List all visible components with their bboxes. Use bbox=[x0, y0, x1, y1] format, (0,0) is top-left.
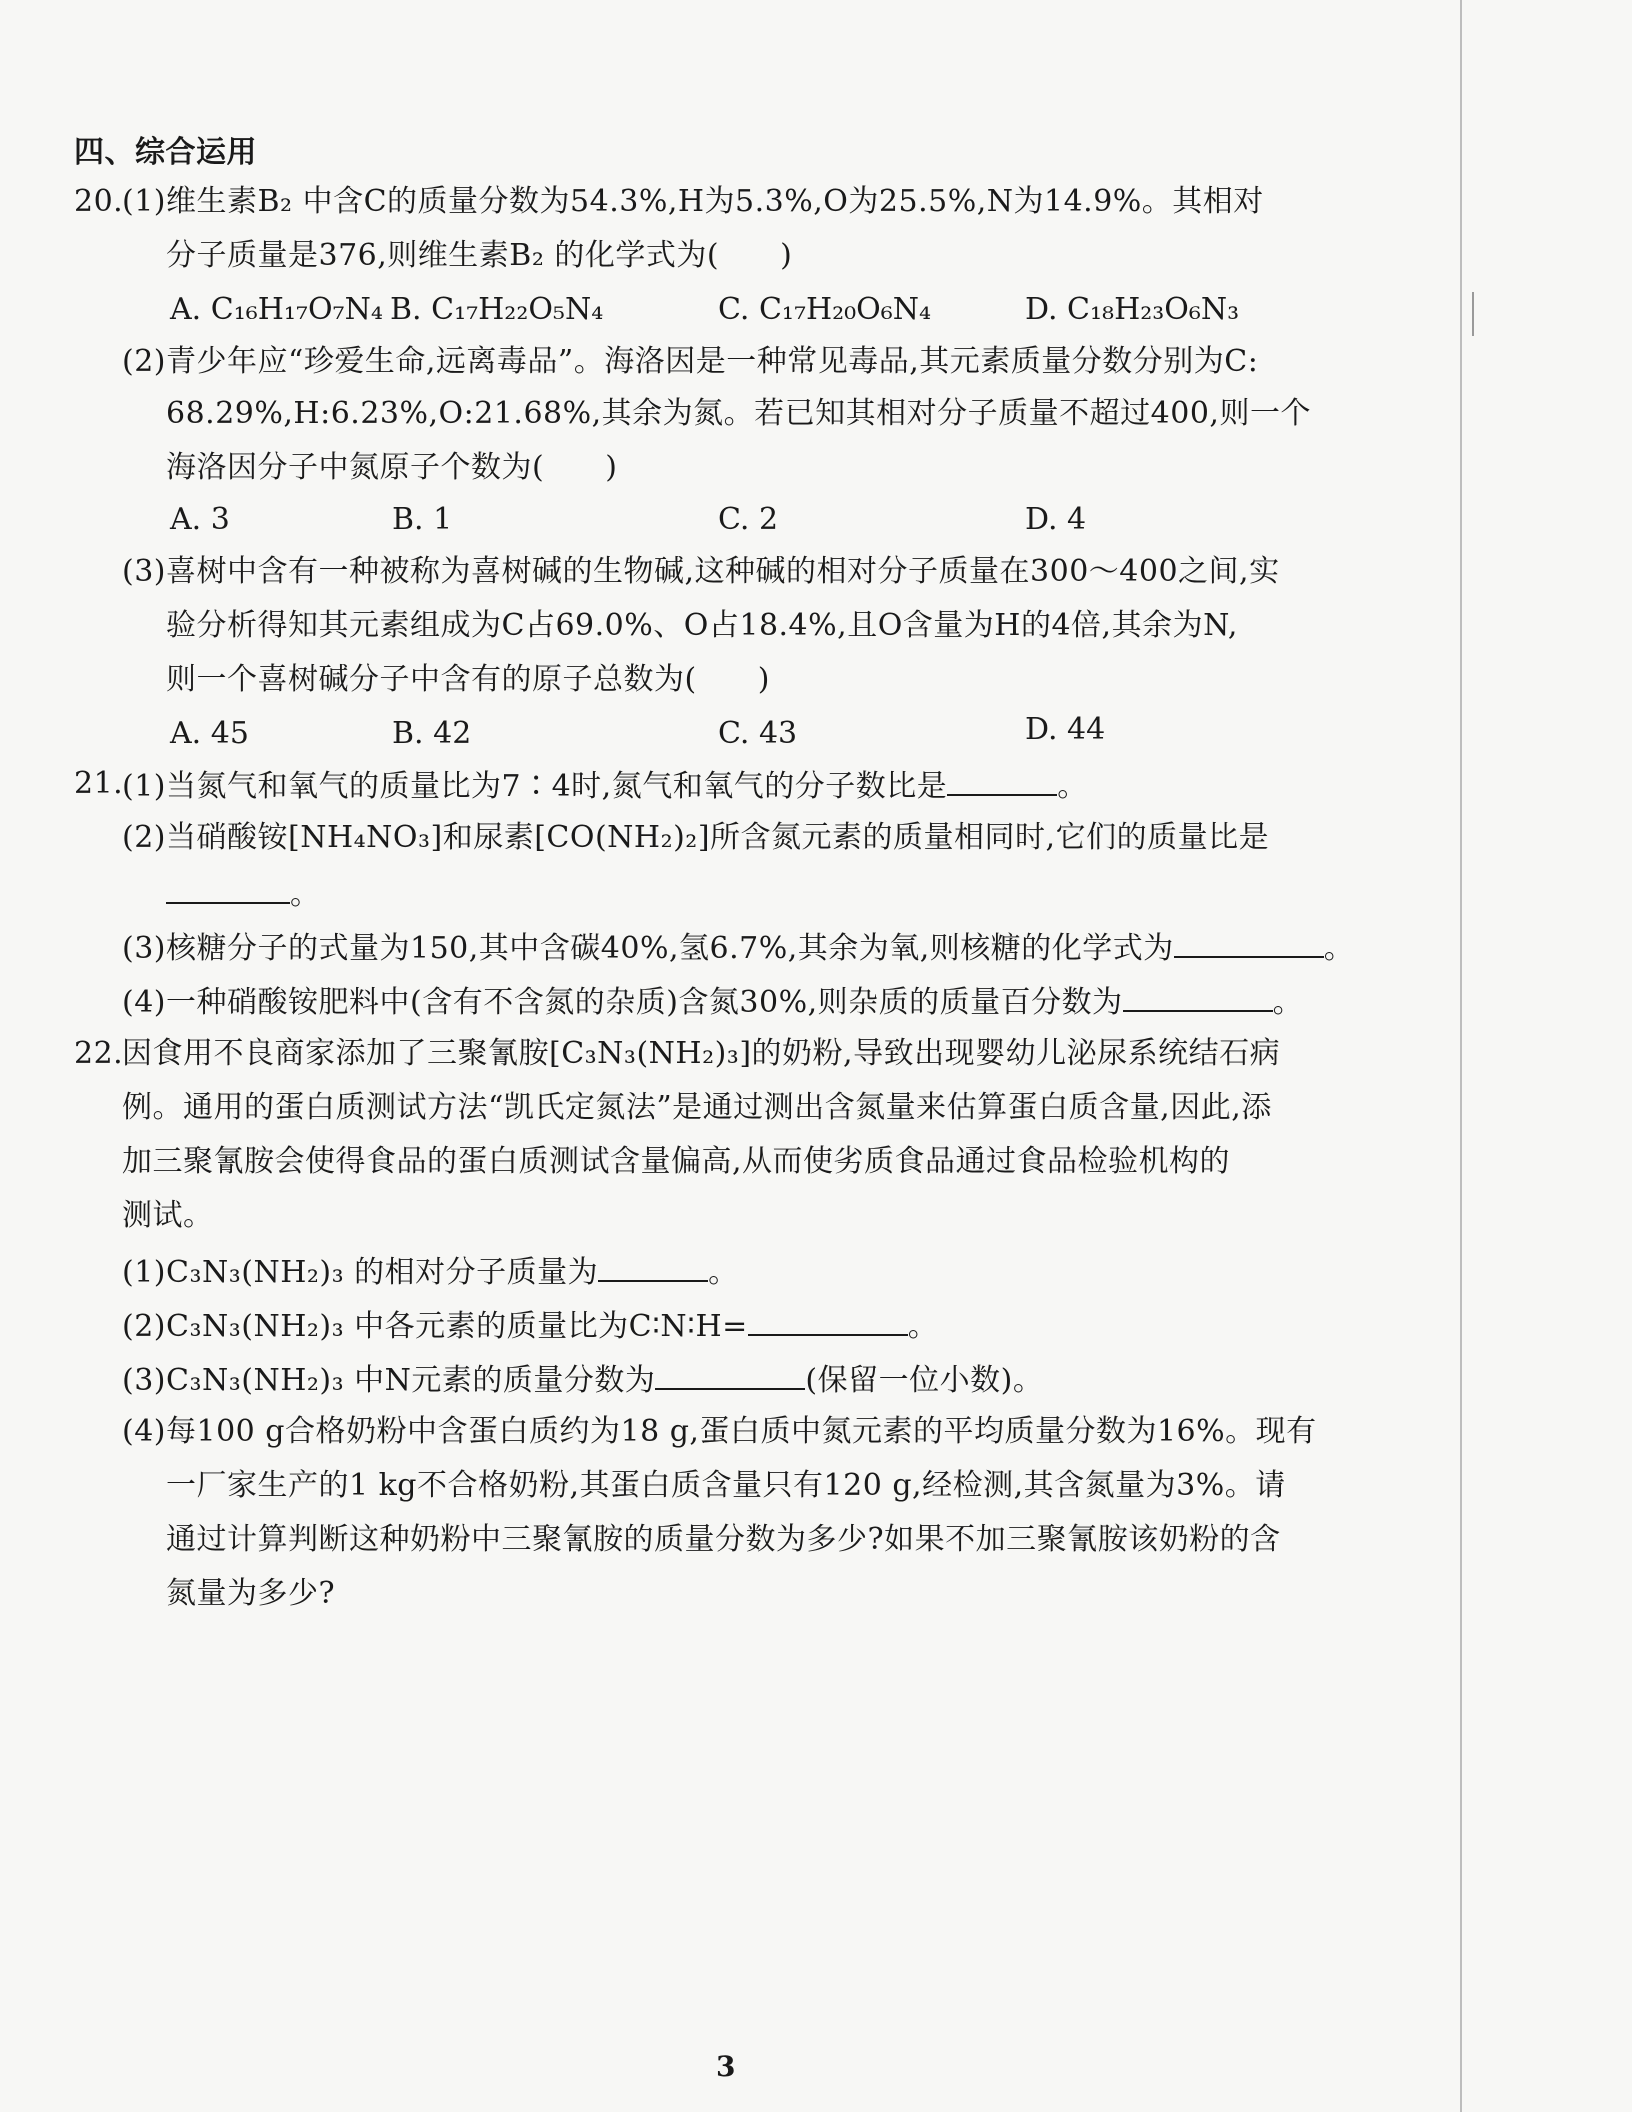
q21-p3 bbox=[122, 926, 1354, 969]
q22-p1-end: 。 bbox=[708, 1255, 739, 1290]
q21-p1-end: 。 bbox=[1057, 769, 1088, 804]
q22-p3-answer-blank[interactable] bbox=[655, 1358, 805, 1390]
q21-p4-end: 。 bbox=[1272, 985, 1304, 1020]
q22-intro-line4: 测试。 bbox=[122, 1198, 214, 1233]
q21-p2-answer-blank[interactable] bbox=[166, 872, 290, 904]
q22-p2-end: 。 bbox=[907, 1309, 939, 1344]
q20-p3-line2: 验分析得知其元素组成为C占69.0%、O占18.4%,且O含量为H的4倍,其余为N, bbox=[166, 608, 1238, 643]
q21-p3-end: 。 bbox=[1323, 931, 1355, 966]
q21-p4 bbox=[122, 980, 1303, 1023]
q20-p2-line1: (2)青少年应“珍爱生命,远离毒品”。海洛因是一种常见毒品,其元素质量分数分别为C: bbox=[122, 344, 1259, 379]
q22-p3-note: (保留一位小数)。 bbox=[805, 1363, 1044, 1398]
q21-p2-line1: (2)当硝酸铵[NH₄NO₃]和尿素[CO(NH₂)₂]所含氮元素的质量相同时,它们的质量比是 bbox=[122, 820, 1270, 855]
q20-p3-option-a: A. 45 bbox=[170, 716, 249, 751]
q20-p3-option-b: B. 42 bbox=[392, 716, 472, 751]
q20-p2-option-a: A. 3 bbox=[170, 502, 230, 537]
q21-p4-text: (4)一种硝酸铵肥料中(含有不含氮的杂质)含氮30%,则杂质的质量百分数为 bbox=[122, 985, 1123, 1020]
q20-p2-option-c: C. 2 bbox=[718, 502, 779, 537]
q20-p1-line1: (1)维生素B₂ 中含C的质量分数为54.3%,H为5.3%,O为25.5%,N为14.9%。其相对 bbox=[122, 184, 1264, 219]
q20-p2-option-b: B. 1 bbox=[392, 502, 453, 537]
q21-p1 bbox=[122, 764, 1088, 807]
q22-p3 bbox=[122, 1358, 1043, 1401]
q20-p3-option-d: D. 44 bbox=[1025, 712, 1106, 747]
q22-p4-line1: (4)每100 g合格奶粉中含蛋白质约为18 g,蛋白质中氮元素的平均质量分数为16%。现有 bbox=[122, 1414, 1317, 1449]
q22-intro-line3: 加三聚氰胺会使得食品的蛋白质测试含量偏高,从而使劣质食品通过食品检验机构的 bbox=[122, 1144, 1231, 1179]
q20-p3-line3: 则一个喜树碱分子中含有的原子总数为( ) bbox=[166, 662, 770, 697]
q22-p2-answer-blank[interactable] bbox=[748, 1304, 908, 1336]
q20-p2-line2: 68.29%,H:6.23%,O:21.68%,其余为氮。若已知其相对分子质量不超过400,则一个 bbox=[166, 396, 1311, 431]
q22-p4-line2: 一厂家生产的1 kg不合格奶粉,其蛋白质含量只有120 g,经检测,其含氮量为3%。请 bbox=[166, 1468, 1286, 1503]
q21-p1-answer-blank[interactable] bbox=[947, 764, 1057, 796]
q22-intro-line2: 例。通用的蛋白质测试方法“凯氏定氮法”是通过测出含氮量来估算蛋白质含量,因此,添 bbox=[122, 1090, 1272, 1125]
q20-p2-line3: 海洛因分子中氮原子个数为( ) bbox=[166, 450, 618, 485]
q22-intro-line1: 因食用不良商家添加了三聚氰胺[C₃N₃(NH₂)₃]的奶粉,导致出现婴幼儿泌尿系统结石病 bbox=[122, 1036, 1281, 1071]
q20-p1-option-c: C. C₁₇H₂₀O₆N₄ bbox=[718, 292, 932, 327]
q22-number: 22. bbox=[74, 1036, 124, 1071]
q21-p1-text: (1)当氮气和氧气的质量比为7∶4时,氮气和氧气的分子数比是 bbox=[122, 769, 948, 804]
q21-p4-answer-blank[interactable] bbox=[1123, 980, 1273, 1012]
q21-p3-answer-blank[interactable] bbox=[1174, 926, 1324, 958]
q22-p2-text: (2)C₃N₃(NH₂)₃ 中各元素的质量比为C∶N∶H= bbox=[122, 1309, 748, 1344]
q21-number: 21. bbox=[74, 766, 124, 801]
q20-p1-option-d: D. C₁₈H₂₃O₆N₃ bbox=[1025, 292, 1240, 327]
q21-p3-text: (3)核糖分子的式量为150,其中含碳40%,氢6.7%,其余为氧,则核糖的化学式为 bbox=[122, 931, 1174, 966]
q20-p1-option-a: A. C₁₆H₁₇O₇N₄ bbox=[170, 292, 383, 327]
q20-p1-option-b: B. C₁₇H₂₂O₅N₄ bbox=[390, 292, 604, 327]
page-number: 3 bbox=[716, 2050, 736, 2083]
q22-p4-line3: 通过计算判断这种奶粉中三聚氰胺的质量分数为多少?如果不加三聚氰胺该奶粉的含 bbox=[166, 1522, 1281, 1557]
q22-p1-text: (1)C₃N₃(NH₂)₃ 的相对分子质量为 bbox=[122, 1255, 599, 1290]
q22-p3-text: (3)C₃N₃(NH₂)₃ 中N元素的质量分数为 bbox=[122, 1363, 656, 1398]
edge-tick-mark bbox=[1472, 292, 1474, 336]
q20-p1-line2: 分子质量是376,则维生素B₂ 的化学式为( ) bbox=[166, 238, 793, 273]
page-edge-line bbox=[1460, 0, 1462, 2112]
q22-p1-answer-blank[interactable] bbox=[598, 1250, 708, 1282]
q20-p3-line1: (3)喜树中含有一种被称为喜树碱的生物碱,这种碱的相对分子质量在300～400之间,实 bbox=[122, 554, 1280, 589]
q21-p2-end: 。 bbox=[290, 877, 321, 912]
q20-p3-option-c: C. 43 bbox=[718, 716, 798, 751]
q22-p2 bbox=[122, 1304, 938, 1347]
q22-p4-line4: 氮量为多少? bbox=[166, 1576, 336, 1611]
q21-p2-line2 bbox=[166, 872, 321, 915]
section-title: 四、综合运用 bbox=[74, 135, 257, 170]
q20-number: 20. bbox=[74, 184, 124, 219]
q22-p1 bbox=[122, 1250, 739, 1293]
q20-p2-option-d: D. 4 bbox=[1025, 502, 1087, 537]
